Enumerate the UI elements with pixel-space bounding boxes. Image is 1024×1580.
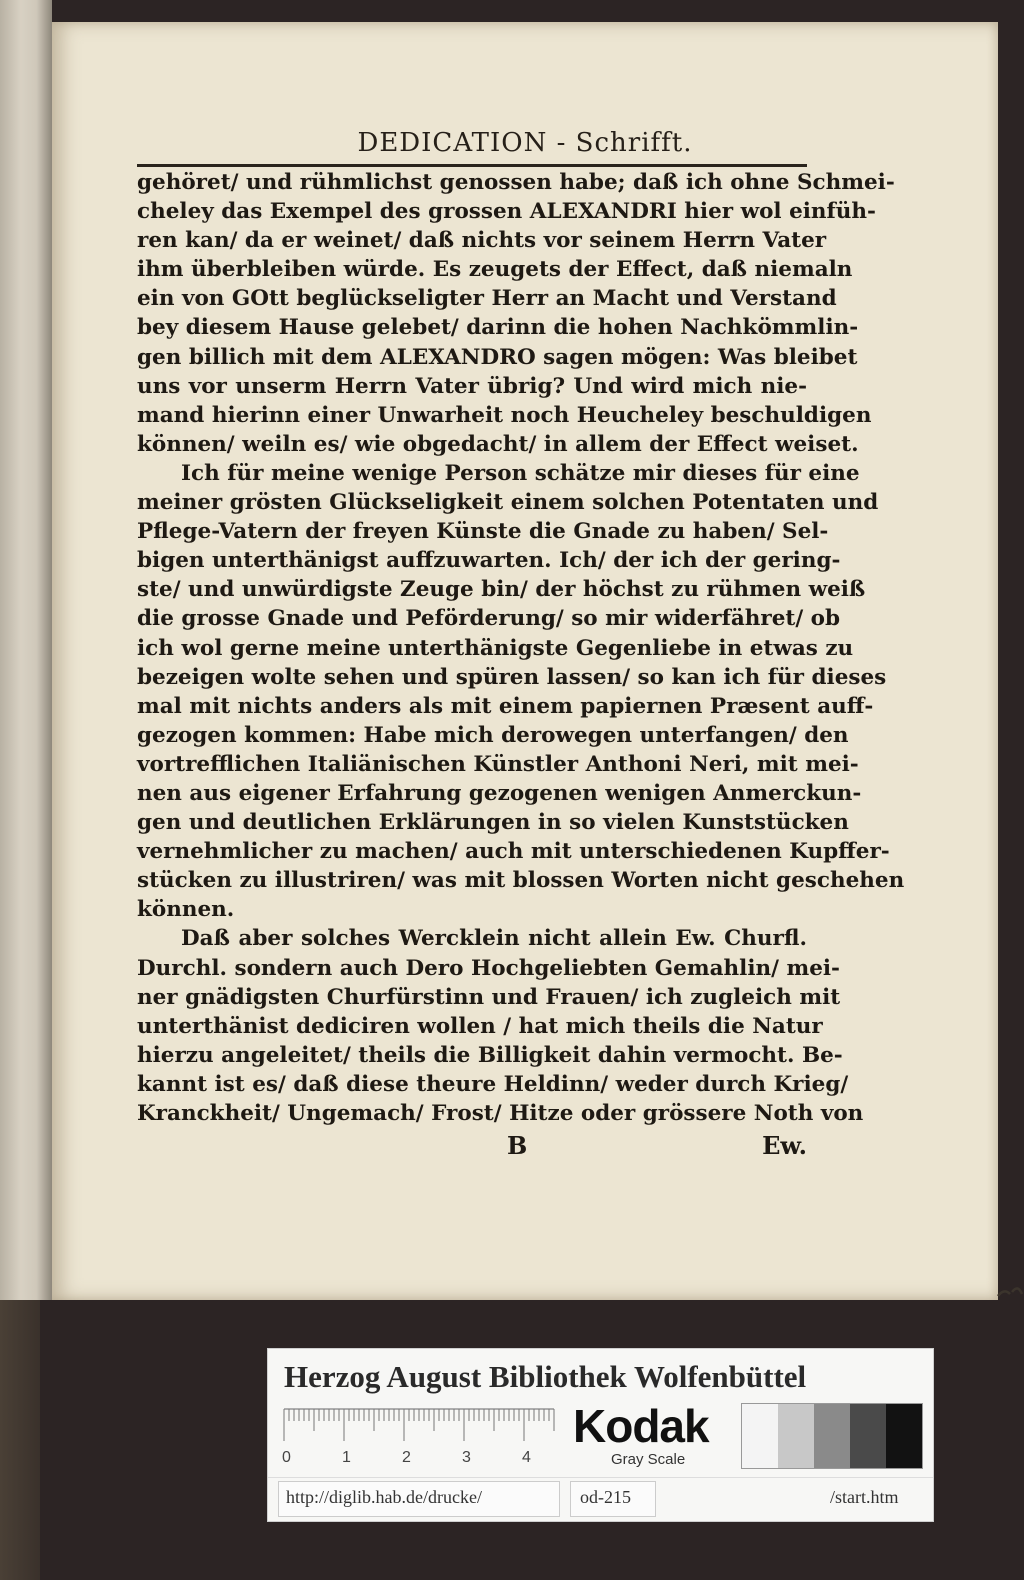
catchword: Ew.	[762, 1131, 807, 1160]
library-target-card	[267, 1348, 934, 1522]
text-line: ihm überbleiben würde. Es zeugets der Effect, daß niemaln	[137, 257, 853, 283]
text-line: ein von GOtt beglückseligter Herr an Macht und Verstand	[137, 286, 837, 312]
text-line: bey diesem Hause gelebet/ darinn die hohen Nachkömmlin-	[137, 315, 859, 341]
gray-swatch	[778, 1404, 814, 1468]
text-line: ste/ und unwürdigste Zeuge bin/ der höchst zu rühmen weiß	[137, 577, 866, 603]
book-edge-lower	[0, 1300, 40, 1580]
text-line: mal mit nichts anders als mit einem papiernen Præsent auff-	[137, 693, 874, 719]
card-title: Herzog August Bibliothek Wolfenbüttel	[284, 1359, 807, 1394]
text-line: können.	[137, 897, 235, 923]
text-line: cheley das Exempel des grossen ALEXANDRI hier wol einfüh-	[137, 199, 876, 225]
text-line: nen aus eigener Erfahrung gezogenen wenigen Anmerckun-	[137, 780, 862, 806]
text-line: bigen unterthänigst auffzuwarten. Ich/ der ich der gering-	[137, 548, 841, 574]
text-line: kannt ist es/ daß diese theure Heldinn/ weder durch Krieg/	[137, 1071, 849, 1097]
gray-swatch	[814, 1404, 850, 1468]
card-divider	[268, 1477, 933, 1478]
book-edge	[0, 0, 52, 1300]
running-head: DEDICATION - Schrifft.	[357, 128, 693, 158]
ruler-number: 4	[522, 1449, 531, 1466]
text-line: Durchl. sondern auch Dero Hochgeliebten Gemahlin/ mei-	[137, 955, 840, 981]
text-line: gezogen kommen: Habe mich derowegen unterfangen/ den	[137, 722, 849, 748]
book-page	[52, 22, 998, 1300]
text-line: Pflege-Vatern der freyen Künste die Gnade zu haben/ Sel-	[137, 519, 829, 545]
ruler-graphic	[284, 1407, 564, 1447]
gray-scale-label: Gray Scale	[611, 1451, 686, 1468]
page-footer	[137, 1131, 807, 1163]
gray-scale-swatches	[741, 1403, 923, 1469]
text-line: die grosse Gnade und Peförderung/ so mir widerfähret/ ob	[137, 606, 841, 632]
url-id[interactable]: od-215	[580, 1487, 631, 1507]
handwritten-number-graphic	[996, 1270, 1024, 1310]
text-line: bezeigen wolte sehen und spüren lassen/ so kan ich für dieses	[137, 664, 887, 690]
text-line: unterthänist dediciren wollen / hat mich theils die Natur	[137, 1013, 823, 1039]
text-line: stücken zu illustriren/ was mit blossen Worten nicht geschehen	[137, 868, 905, 894]
text-line: vernehmlicher zu machen/ auch mit unterschiedenen Kupffer-	[137, 839, 890, 865]
ruler-number: 0	[282, 1449, 291, 1466]
text-line: meiner grösten Glückseligkeit einem solchen Potentaten und	[137, 490, 879, 516]
text-line: Daß aber solches Wercklein nicht allein Ew. Churfl.	[181, 926, 807, 952]
text-line: Kranckheit/ Ungemach/ Frost/ Hitze oder grössere Noth von	[137, 1101, 864, 1126]
head-rule	[137, 164, 807, 167]
signature-mark: B	[507, 1131, 528, 1160]
text-line: ner gnädigsten Churfürstinn und Frauen/ ich zugleich mit	[137, 984, 841, 1010]
text-line: gen und deutlichen Erklärungen in so vielen Kunststücken	[137, 810, 849, 836]
text-line: vortrefflichen Italiänischen Künstler Anthoni Neri, mit mei-	[137, 751, 859, 777]
ruler-numbers	[278, 1449, 578, 1469]
gray-swatch	[886, 1404, 922, 1468]
text-line: mand hierinn einer Unwarheit noch Heucheley beschuldigen	[137, 402, 872, 428]
margin-note	[996, 1270, 1024, 1310]
text-line: Ich für meine wenige Person schätze mir dieses für eine	[181, 460, 860, 486]
ruler-number: 3	[462, 1449, 471, 1466]
text-line: hierzu angeleitet/ theils die Billigkeit dahin vermocht. Be-	[137, 1042, 843, 1068]
url-suffix[interactable]: /start.htm	[830, 1487, 899, 1507]
body-text	[137, 168, 905, 1128]
ruler-number: 2	[402, 1449, 411, 1466]
gray-swatch	[742, 1404, 778, 1468]
kodak-logo: Kodak	[573, 1400, 709, 1452]
text-line: gehöret/ und rühmlichst genossen habe; daß ich ohne Schmei-	[137, 170, 895, 195]
text-line: ren kan/ da er weinet/ daß nichts vor seinem Herrn Vater	[137, 228, 827, 254]
text-line: uns vor unserm Herrn Vater übrig? Und wird mich nie-	[137, 373, 807, 399]
url-prefix[interactable]: http://diglib.hab.de/drucke/	[286, 1487, 482, 1507]
text-line: ich wol gerne meine unterthänigste Gegenliebe in etwas zu	[137, 635, 854, 661]
text-line: können/ weiln es/ wie obgedacht/ in allem der Effect weiset.	[137, 431, 859, 457]
text-line: gen billich mit dem ALEXANDRO sagen mögen: Was bleibet	[137, 344, 858, 370]
gray-swatch	[850, 1404, 886, 1468]
ruler-number: 1	[342, 1449, 351, 1466]
